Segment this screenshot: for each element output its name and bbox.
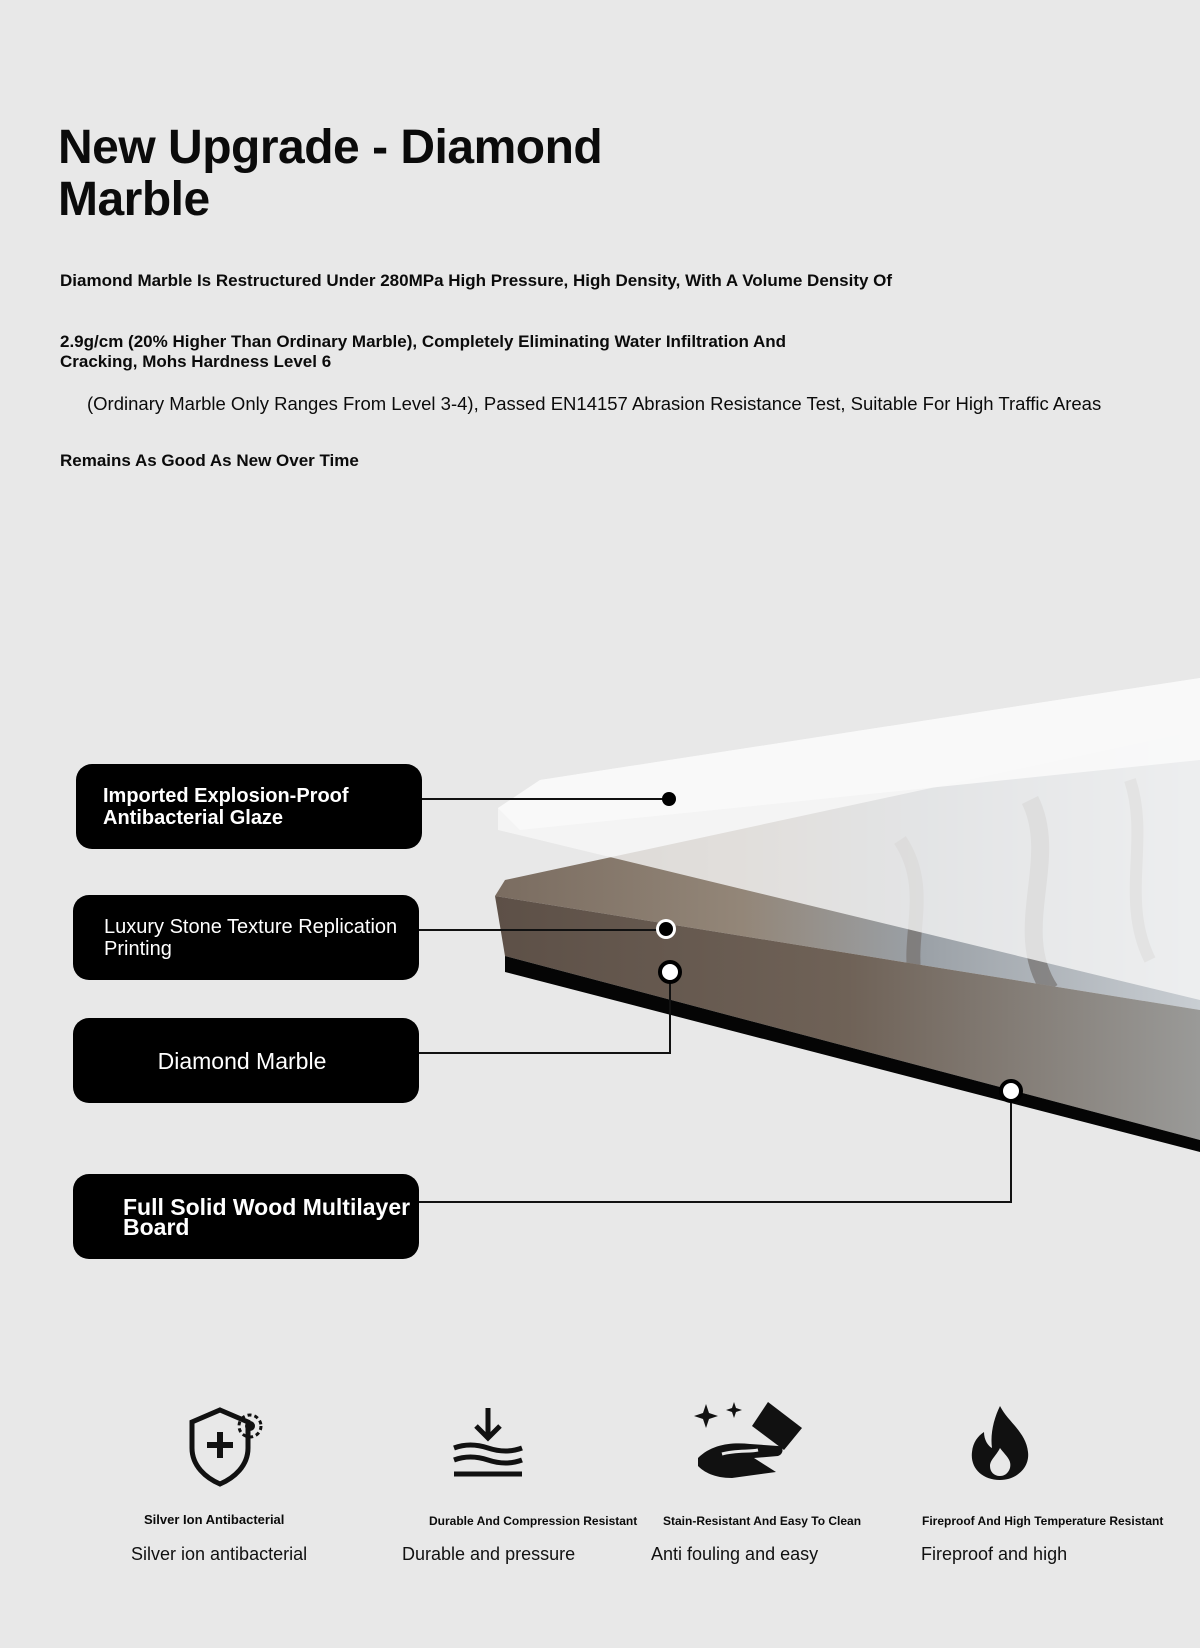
page-title: New Upgrade - Diamond Marble <box>58 121 603 226</box>
feature-title: Silver Ion Antibacterial <box>144 1512 285 1527</box>
marker-ring <box>1001 1081 1021 1101</box>
layer-label-text: Diamond Marble <box>157 1047 327 1074</box>
feature-row <box>0 1390 1200 1590</box>
description-line-2: 2.9g/cm (20% Higher Than Ordinary Marble), Completely Eliminating Water Infiltration And Cracking, Mohs Hardness Level 6 <box>60 332 787 371</box>
connector-line <box>418 1091 1011 1202</box>
marker-dot <box>659 922 673 936</box>
layer-label-text: Imported Explosion-Proof Antibacterial Glaze <box>103 784 349 829</box>
feature-subtitle: Fireproof and high <box>921 1544 1068 1564</box>
layer-label-board <box>73 1174 419 1259</box>
cleaning-hand-icon <box>692 1400 804 1480</box>
description-line-3: (Ordinary Marble Only Ranges From Level 3-4), Passed EN14157 Abrasion Resistance Test, Suitable For High Traffic Areas <box>87 393 1102 414</box>
shield-plus-icon <box>186 1398 270 1492</box>
feature-title: Durable And Compression Resistant <box>429 1514 638 1528</box>
feature-title: Fireproof And High Temperature Resistant <box>922 1514 1164 1528</box>
feature-subtitle: Silver ion antibacterial <box>131 1544 308 1564</box>
layer-label-texture <box>73 895 419 980</box>
layer-label-text: Full Solid Wood Multilayer Board <box>123 1193 411 1240</box>
pressure-arrow-icon <box>450 1406 526 1480</box>
layer-label-glaze <box>76 764 422 849</box>
layer-label-marble <box>73 1018 419 1103</box>
description-line-1: Diamond Marble Is Restructured Under 280MPa High Pressure, High Density, With A Volume Density Of <box>60 271 893 290</box>
description-line-4: Remains As Good As New Over Time <box>60 451 359 470</box>
layer-label-text: Luxury Stone Texture Replication Printing <box>104 915 398 960</box>
feature-subtitle: Durable and pressure <box>402 1544 576 1564</box>
marker-ring <box>660 962 680 982</box>
feature-subtitle: Anti fouling and easy <box>651 1544 819 1564</box>
flame-icon <box>964 1404 1036 1482</box>
feature-title: Stain-Resistant And Easy To Clean <box>663 1514 862 1528</box>
marker-dot <box>662 792 676 806</box>
